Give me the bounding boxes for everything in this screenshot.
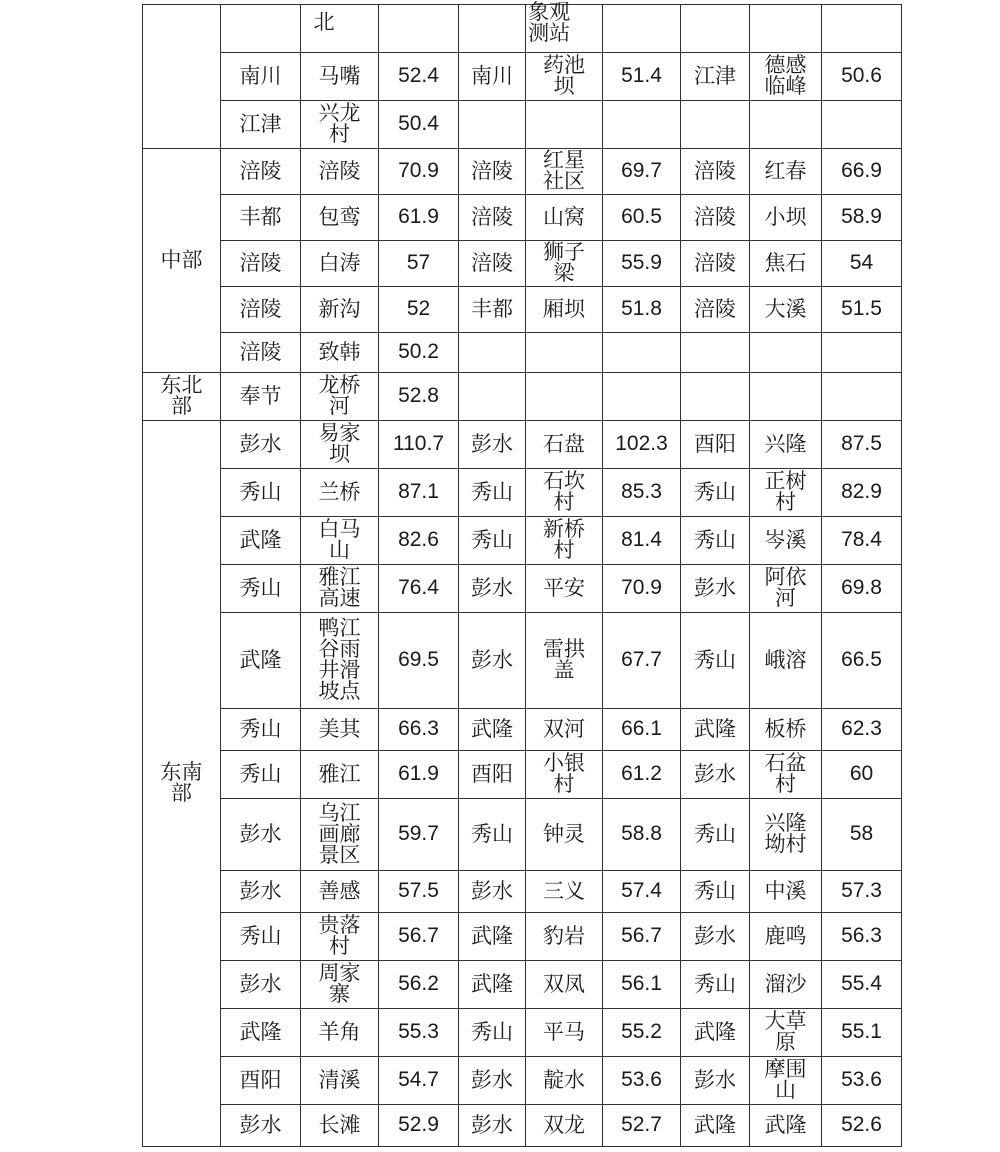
rainfall-value-cell: 58 (822, 799, 902, 871)
county-cell: 南川 (221, 53, 301, 101)
rainfall-value-cell: 62.3 (822, 709, 902, 751)
rainfall-value-cell: 50.2 (379, 333, 459, 373)
county-cell: 彭水 (681, 565, 750, 613)
rainfall-value-cell: 70.9 (603, 565, 681, 613)
rainfall-value-cell: 51.5 (822, 287, 902, 333)
rainfall-value-cell: 56.2 (379, 961, 459, 1009)
station-cell: 龙桥河 (301, 373, 379, 421)
table-row (143, 195, 902, 241)
county-cell: 彭水 (459, 565, 526, 613)
rainfall-value-cell: 81.4 (603, 517, 681, 565)
station-cell: 雷拱盖 (526, 613, 603, 709)
county-cell (681, 333, 750, 373)
station-cell: 象观测站 (526, 5, 603, 53)
rainfall-value-cell: 57.5 (379, 871, 459, 913)
county-cell: 秀山 (459, 469, 526, 517)
county-cell: 彭水 (681, 913, 750, 961)
county-cell: 彭水 (681, 1057, 750, 1105)
table-row (143, 913, 902, 961)
region-cell: 东南部 (143, 421, 221, 1147)
county-cell: 武隆 (221, 1009, 301, 1057)
station-cell: 善感 (301, 871, 379, 913)
rainfall-value-cell: 87.5 (822, 421, 902, 469)
county-cell: 酉阳 (681, 421, 750, 469)
station-cell (750, 373, 822, 421)
rainfall-value-cell: 54 (822, 241, 902, 287)
county-cell: 秀山 (221, 913, 301, 961)
station-cell: 双河 (526, 709, 603, 751)
station-cell: 大草原 (750, 1009, 822, 1057)
county-cell: 涪陵 (681, 149, 750, 195)
station-cell: 平马 (526, 1009, 603, 1057)
rainfall-value-cell: 69.5 (379, 613, 459, 709)
rainfall-value-cell: 51.4 (603, 53, 681, 101)
station-cell: 摩围山 (750, 1057, 822, 1105)
county-cell: 涪陵 (681, 241, 750, 287)
table-row (143, 517, 902, 565)
rainfall-value-cell: 67.7 (603, 613, 681, 709)
table-row (143, 709, 902, 751)
rainfall-value-cell: 57.4 (603, 871, 681, 913)
rainfall-value-cell: 55.1 (822, 1009, 902, 1057)
table-row (143, 53, 902, 101)
county-cell (459, 373, 526, 421)
station-cell: 清溪 (301, 1057, 379, 1105)
station-cell: 石盆村 (750, 751, 822, 799)
station-cell: 大溪 (750, 287, 822, 333)
rainfall-value-cell: 56.7 (379, 913, 459, 961)
rainfall-value-cell: 102.3 (603, 421, 681, 469)
station-cell: 靛水 (526, 1057, 603, 1105)
rainfall-value-cell: 55.2 (603, 1009, 681, 1057)
rainfall-value-cell: 59.7 (379, 799, 459, 871)
station-cell: 板桥 (750, 709, 822, 751)
station-cell: 涪陵 (301, 149, 379, 195)
rainfall-value-cell: 55.3 (379, 1009, 459, 1057)
rainfall-value-cell: 58.8 (603, 799, 681, 871)
station-cell: 兴隆 (750, 421, 822, 469)
station-cell: 羊角 (301, 1009, 379, 1057)
table-row (143, 149, 902, 195)
station-cell: 双凤 (526, 961, 603, 1009)
county-cell (681, 373, 750, 421)
table-row (143, 1105, 902, 1147)
county-cell (221, 5, 301, 53)
county-cell: 秀山 (681, 613, 750, 709)
station-cell: 溜沙 (750, 961, 822, 1009)
station-cell: 贵落村 (301, 913, 379, 961)
station-cell: 钟灵 (526, 799, 603, 871)
county-cell: 武隆 (221, 517, 301, 565)
station-cell (526, 373, 603, 421)
county-cell: 涪陵 (459, 149, 526, 195)
county-cell: 彭水 (459, 1105, 526, 1147)
rainfall-value-cell: 61.9 (379, 751, 459, 799)
county-cell: 奉节 (221, 373, 301, 421)
county-cell (681, 5, 750, 53)
county-cell: 彭水 (459, 613, 526, 709)
rainfall-value-cell: 55.9 (603, 241, 681, 287)
station-cell: 小银村 (526, 751, 603, 799)
rainfall-value-cell: 66.5 (822, 613, 902, 709)
rainfall-value-cell: 51.8 (603, 287, 681, 333)
station-cell: 周家寨 (301, 961, 379, 1009)
station-cell: 易家坝 (301, 421, 379, 469)
table-row (143, 871, 902, 913)
county-cell: 丰都 (221, 195, 301, 241)
county-cell: 武隆 (459, 961, 526, 1009)
rainfall-value-cell: 61.9 (379, 195, 459, 241)
station-cell: 鸭江谷雨井滑坡点 (301, 613, 379, 709)
station-cell: 双龙 (526, 1105, 603, 1147)
rainfall-value-cell: 60 (822, 751, 902, 799)
station-cell: 新桥村 (526, 517, 603, 565)
station-cell: 峨溶 (750, 613, 822, 709)
rainfall-value-cell: 52.8 (379, 373, 459, 421)
station-cell: 白涛 (301, 241, 379, 287)
rainfall-value-cell: 66.3 (379, 709, 459, 751)
table-row (143, 1057, 902, 1105)
county-cell: 秀山 (221, 469, 301, 517)
station-cell: 三义 (526, 871, 603, 913)
station-cell: 致韩 (301, 333, 379, 373)
station-cell: 红春 (750, 149, 822, 195)
rainfall-value-cell (822, 333, 902, 373)
table-row (143, 101, 902, 149)
county-cell: 秀山 (681, 799, 750, 871)
county-cell: 涪陵 (221, 149, 301, 195)
station-cell: 狮子梁 (526, 241, 603, 287)
county-cell: 彭水 (459, 871, 526, 913)
station-cell: 兴隆坳村 (750, 799, 822, 871)
station-cell: 白马山 (301, 517, 379, 565)
county-cell: 江津 (221, 101, 301, 149)
county-cell: 秀山 (459, 1009, 526, 1057)
rainfall-value-cell: 69.7 (603, 149, 681, 195)
station-cell: 鹿鸣 (750, 913, 822, 961)
county-cell: 武隆 (459, 913, 526, 961)
county-cell: 武隆 (681, 709, 750, 751)
rainfall-value-cell: 57.3 (822, 871, 902, 913)
station-cell (526, 101, 603, 149)
station-cell: 新沟 (301, 287, 379, 333)
station-cell: 厢坝 (526, 287, 603, 333)
region-cell: 中部 (143, 149, 221, 373)
county-cell: 秀山 (221, 751, 301, 799)
rainfall-value-cell: 55.4 (822, 961, 902, 1009)
table-row (143, 961, 902, 1009)
station-cell: 山窝 (526, 195, 603, 241)
county-cell: 涪陵 (221, 287, 301, 333)
table-row (143, 421, 902, 469)
county-cell: 秀山 (681, 517, 750, 565)
rainfall-value-cell: 82.6 (379, 517, 459, 565)
rainfall-value-cell: 52.6 (822, 1105, 902, 1147)
county-cell: 彭水 (459, 1057, 526, 1105)
station-cell: 德感临峰 (750, 53, 822, 101)
county-cell: 江津 (681, 53, 750, 101)
rainfall-value-cell: 52.9 (379, 1105, 459, 1147)
rainfall-value-cell (822, 5, 902, 53)
station-cell: 武隆 (750, 1105, 822, 1147)
county-cell (459, 101, 526, 149)
station-cell: 石盘 (526, 421, 603, 469)
rainfall-station-table (142, 0, 902, 1147)
station-cell: 长滩 (301, 1105, 379, 1147)
rainfall-value-cell (603, 333, 681, 373)
rainfall-value-cell: 56.7 (603, 913, 681, 961)
county-cell: 彭水 (681, 751, 750, 799)
rainfall-value-cell: 66.1 (603, 709, 681, 751)
county-cell (459, 333, 526, 373)
table-row (143, 5, 902, 53)
rainfall-value-cell: 56.3 (822, 913, 902, 961)
rainfall-value-cell: 50.6 (822, 53, 902, 101)
rainfall-value-cell: 78.4 (822, 517, 902, 565)
rainfall-value-cell (822, 373, 902, 421)
rainfall-value-cell: 82.9 (822, 469, 902, 517)
county-cell: 彭水 (221, 421, 301, 469)
rainfall-value-cell: 69.8 (822, 565, 902, 613)
rainfall-value-cell: 70.9 (379, 149, 459, 195)
county-cell: 涪陵 (681, 287, 750, 333)
station-cell: 兴龙村 (301, 101, 379, 149)
station-cell: 马嘴 (301, 53, 379, 101)
table-row (143, 469, 902, 517)
region-cell: 东北部 (143, 373, 221, 421)
station-cell: 焦石 (750, 241, 822, 287)
station-cell: 美其 (301, 709, 379, 751)
rainfall-value-cell: 66.9 (822, 149, 902, 195)
station-cell: 豹岩 (526, 913, 603, 961)
station-cell: 正树村 (750, 469, 822, 517)
station-cell: 包鸾 (301, 195, 379, 241)
rainfall-value-cell: 54.7 (379, 1057, 459, 1105)
station-cell: 红星社区 (526, 149, 603, 195)
county-cell: 彭水 (221, 961, 301, 1009)
table-row (143, 373, 902, 421)
station-cell (750, 333, 822, 373)
station-cell: 阿依河 (750, 565, 822, 613)
rainfall-value-cell: 56.1 (603, 961, 681, 1009)
table-row (143, 241, 902, 287)
county-cell: 彭水 (221, 799, 301, 871)
county-cell: 彭水 (459, 421, 526, 469)
station-cell: 石坎村 (526, 469, 603, 517)
county-cell: 武隆 (681, 1009, 750, 1057)
county-cell: 涪陵 (459, 195, 526, 241)
table-row (143, 287, 902, 333)
station-cell: 平安 (526, 565, 603, 613)
rainfall-value-cell: 52 (379, 287, 459, 333)
rainfall-value-cell (603, 101, 681, 149)
county-cell: 秀山 (681, 961, 750, 1009)
county-cell: 涪陵 (221, 241, 301, 287)
station-cell (750, 5, 822, 53)
rainfall-value-cell: 85.3 (603, 469, 681, 517)
station-cell (750, 101, 822, 149)
station-cell: 雅江高速 (301, 565, 379, 613)
rainfall-value-cell: 87.1 (379, 469, 459, 517)
county-cell: 丰都 (459, 287, 526, 333)
rainfall-value-cell (603, 5, 681, 53)
table-row (143, 613, 902, 709)
rainfall-value-cell: 57 (379, 241, 459, 287)
table-row (143, 751, 902, 799)
county-cell: 涪陵 (221, 333, 301, 373)
rainfall-value-cell: 50.4 (379, 101, 459, 149)
station-cell: 岑溪 (750, 517, 822, 565)
county-cell: 武隆 (459, 709, 526, 751)
county-cell: 武隆 (221, 613, 301, 709)
table-row (143, 565, 902, 613)
table-row (143, 799, 902, 871)
region-cell (143, 5, 221, 149)
station-cell: 中溪 (750, 871, 822, 913)
county-cell: 武隆 (681, 1105, 750, 1147)
county-cell: 秀山 (221, 565, 301, 613)
county-cell: 南川 (459, 53, 526, 101)
rainfall-value-cell: 53.6 (603, 1057, 681, 1105)
county-cell: 秀山 (681, 871, 750, 913)
station-cell: 兰桥 (301, 469, 379, 517)
table-row (143, 1009, 902, 1057)
rainfall-value-cell: 53.6 (822, 1057, 902, 1105)
county-cell: 涪陵 (459, 241, 526, 287)
county-cell: 酉阳 (459, 751, 526, 799)
county-cell: 彭水 (221, 871, 301, 913)
station-cell: 雅江 (301, 751, 379, 799)
county-cell (459, 5, 526, 53)
county-cell (681, 101, 750, 149)
rainfall-value-cell (603, 373, 681, 421)
rainfall-value-cell (822, 101, 902, 149)
county-cell: 秀山 (681, 469, 750, 517)
county-cell: 秀山 (459, 517, 526, 565)
county-cell: 秀山 (221, 709, 301, 751)
station-cell: 乌江画廊景区 (301, 799, 379, 871)
rainfall-value-cell: 58.9 (822, 195, 902, 241)
rainfall-value-cell: 52.7 (603, 1105, 681, 1147)
station-cell: 北 (301, 5, 379, 53)
rainfall-value-cell: 76.4 (379, 565, 459, 613)
county-cell: 彭水 (221, 1105, 301, 1147)
station-cell (526, 333, 603, 373)
station-cell: 小坝 (750, 195, 822, 241)
rainfall-value-cell: 110.7 (379, 421, 459, 469)
station-cell: 药池坝 (526, 53, 603, 101)
rainfall-value-cell (379, 5, 459, 53)
rainfall-value-cell: 60.5 (603, 195, 681, 241)
rainfall-value-cell: 52.4 (379, 53, 459, 101)
rainfall-value-cell: 61.2 (603, 751, 681, 799)
county-cell: 秀山 (459, 799, 526, 871)
county-cell: 涪陵 (681, 195, 750, 241)
table-row (143, 333, 902, 373)
county-cell: 酉阳 (221, 1057, 301, 1105)
